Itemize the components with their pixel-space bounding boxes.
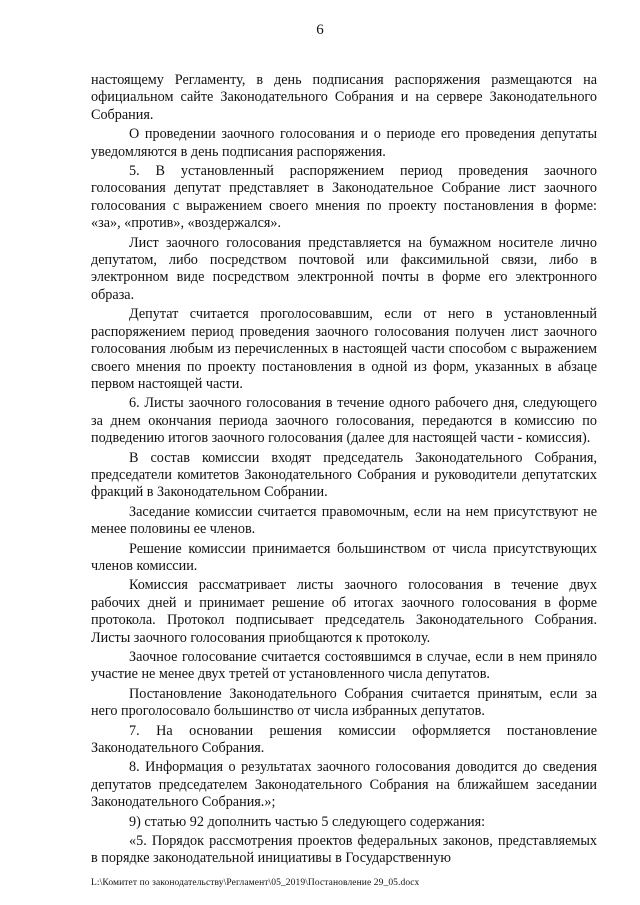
paragraph: Лист заочного голосования представляется на бумажном носителе лично депутатом, либо посредством почтовой или факсимильной связи, либо в электронном виде посредством электронной почты в форме его электронного образа. [91, 234, 597, 303]
footer-file-path: L:\Комитет по законодательству\Регламент\05_2019\Постановление 29_05.docx [91, 878, 420, 888]
paragraph: настоящему Регламенту, в день подписания распоряжения размещаются на официальном сайте Законодательного Собрания и на сервере Законодательного Собрания. [91, 72, 597, 123]
paragraph: 6. Листы заочного голосования в течение одного рабочего дня, следующего за днем окончания периода заочного голосования, передаются в комиссию по подведению итогов заочного голосования (далее для настоящей части - комиссия). [91, 395, 597, 447]
paragraph: Заседание комиссии считается правомочным, если на нем присутствуют не менее половины ее членов. [91, 503, 597, 538]
paragraph: О проведении заочного голосования и о периоде его проведения депутаты уведомляются в день подписания распоряжения. [91, 126, 597, 160]
paragraph: Депутат считается проголосовавшим, если от него в установленный распоряжением период проведения заочного голосования получен лист заочного голосования любым из перечисленных в настоящей части способом с выражением своего мнения по проекту постановления в одной из форм, указанных в абзаце первом настоящей части. [91, 306, 597, 392]
paragraph: «5. Порядок рассмотрения проектов федеральных законов, представляемых в порядке законодательной инициативы в Государственную [91, 833, 597, 867]
paragraph: 9) статью 92 дополнить частью 5 следующего содержания: [129, 813, 486, 830]
paragraph: 8. Информация о результатах заочного голосования доводится до сведения депутатов председателем Законодательного Собрания на ближайшем заседании Законодательного Собрания.»; [91, 759, 597, 811]
paragraph: В состав комиссии входят председатель Законодательного Собрания, председатели комитетов Законодательного Собрания и руководители депутатских фракций в Законодательном Собрании. [91, 449, 597, 501]
page-number: 6 [316, 22, 324, 38]
paragraph: Постановление Законодательного Собрания считается принятым, если за него проголосовало большинство от числа избранных депутатов. [91, 685, 597, 720]
paragraph: Заочное голосование считается состоявшимся в случае, если в нем приняло участие не менее двух третей от установленного числа депутатов. [91, 649, 597, 683]
document-body [91, 72, 597, 870]
paragraph: 7. На основании решения комиссии оформляется постановление Законодательного Собрания. [91, 722, 597, 757]
paragraph: Комиссия рассматривает листы заочного голосования в течение двух рабочих дней и принимает решение об итогах заочного голосования в форме протокола. Протокол подписывает председатель Законодательного Собрания. Листы заочного голосования приобщаются к протоколу. [91, 577, 597, 646]
paragraph: Решение комиссии принимается большинством от числа присутствующих членов комиссии. [91, 540, 597, 574]
paragraph: 5. В установленный распоряжением период проведения заочного голосования депутат представляет в Законодательное Собрание лист заочного голосования с выражением своего мнения по проекту постановления в форме: «за», «против», «воздержался». [91, 163, 597, 232]
